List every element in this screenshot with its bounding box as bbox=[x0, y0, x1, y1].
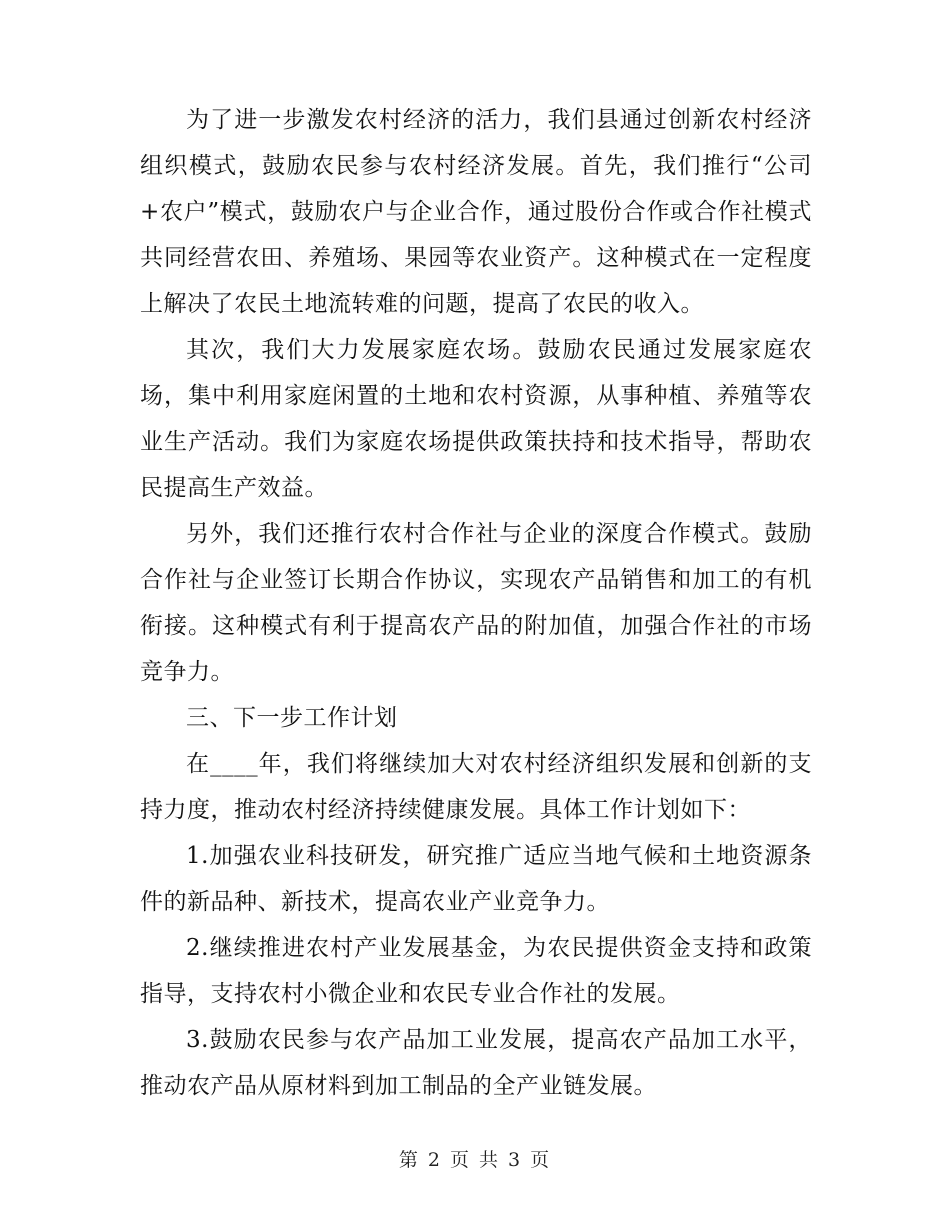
plan-item-2: 2.继续推进农村产业发展基金，为农民提供资金支持和政策指导，支持农村小微企业和农民专业合作社的发展。 bbox=[140, 935, 812, 1007]
plan-item-3: 3.鼓励农民参与农产品加工业发展，提高农产品加工水平，推动农产品从原材料到加工制品的全产业链发展。 bbox=[140, 1027, 812, 1099]
section-heading-next-steps: 三、下一步工作计划 bbox=[186, 705, 398, 731]
paragraph-plan-intro: 在____年，我们将继续加大对农村经济组织发展和创新的支持力度，推动农村经济持续健康发展。具体工作计划如下： bbox=[140, 751, 812, 823]
paragraph-family-farms: 其次，我们大力发展家庭农场。鼓励农民通过发展家庭农场，集中利用家庭闲置的土地和农村资源，从事种植、养殖等农业生产活动。我们为家庭农场提供政策扶持和技术指导，帮助农民提高生产效益。 bbox=[140, 337, 812, 501]
page-number-footer: 第 2 页 共 3 页 bbox=[398, 1149, 552, 1171]
paragraph-cooperative-enterprise: 另外，我们还推行农村合作社与企业的深度合作模式。鼓励合作社与企业签订长期合作协议，实现农产品销售和加工的有机衔接。这种模式有利于提高农产品的附加值，加强合作社的市场竞争力。 bbox=[140, 521, 812, 685]
paragraph-economic-organization-intro: 为了进一步激发农村经济的活力，我们县通过创新农村经济组织模式，鼓励农民参与农村经济发展。首先，我们推行“公司+农户”模式，鼓励农户与企业合作，通过股份合作或合作社模式共同经营农田、养殖场、果园等农业资产。这种模式在一定程度上解决了农民土地流转难的问题，提高了农民的收入。 bbox=[140, 107, 812, 317]
plan-item-1: 1.加强农业科技研发，研究推广适应当地气候和土地资源条件的新品种、新技术，提高农业产业竞争力。 bbox=[140, 843, 812, 915]
document-body bbox=[140, 97, 812, 1109]
